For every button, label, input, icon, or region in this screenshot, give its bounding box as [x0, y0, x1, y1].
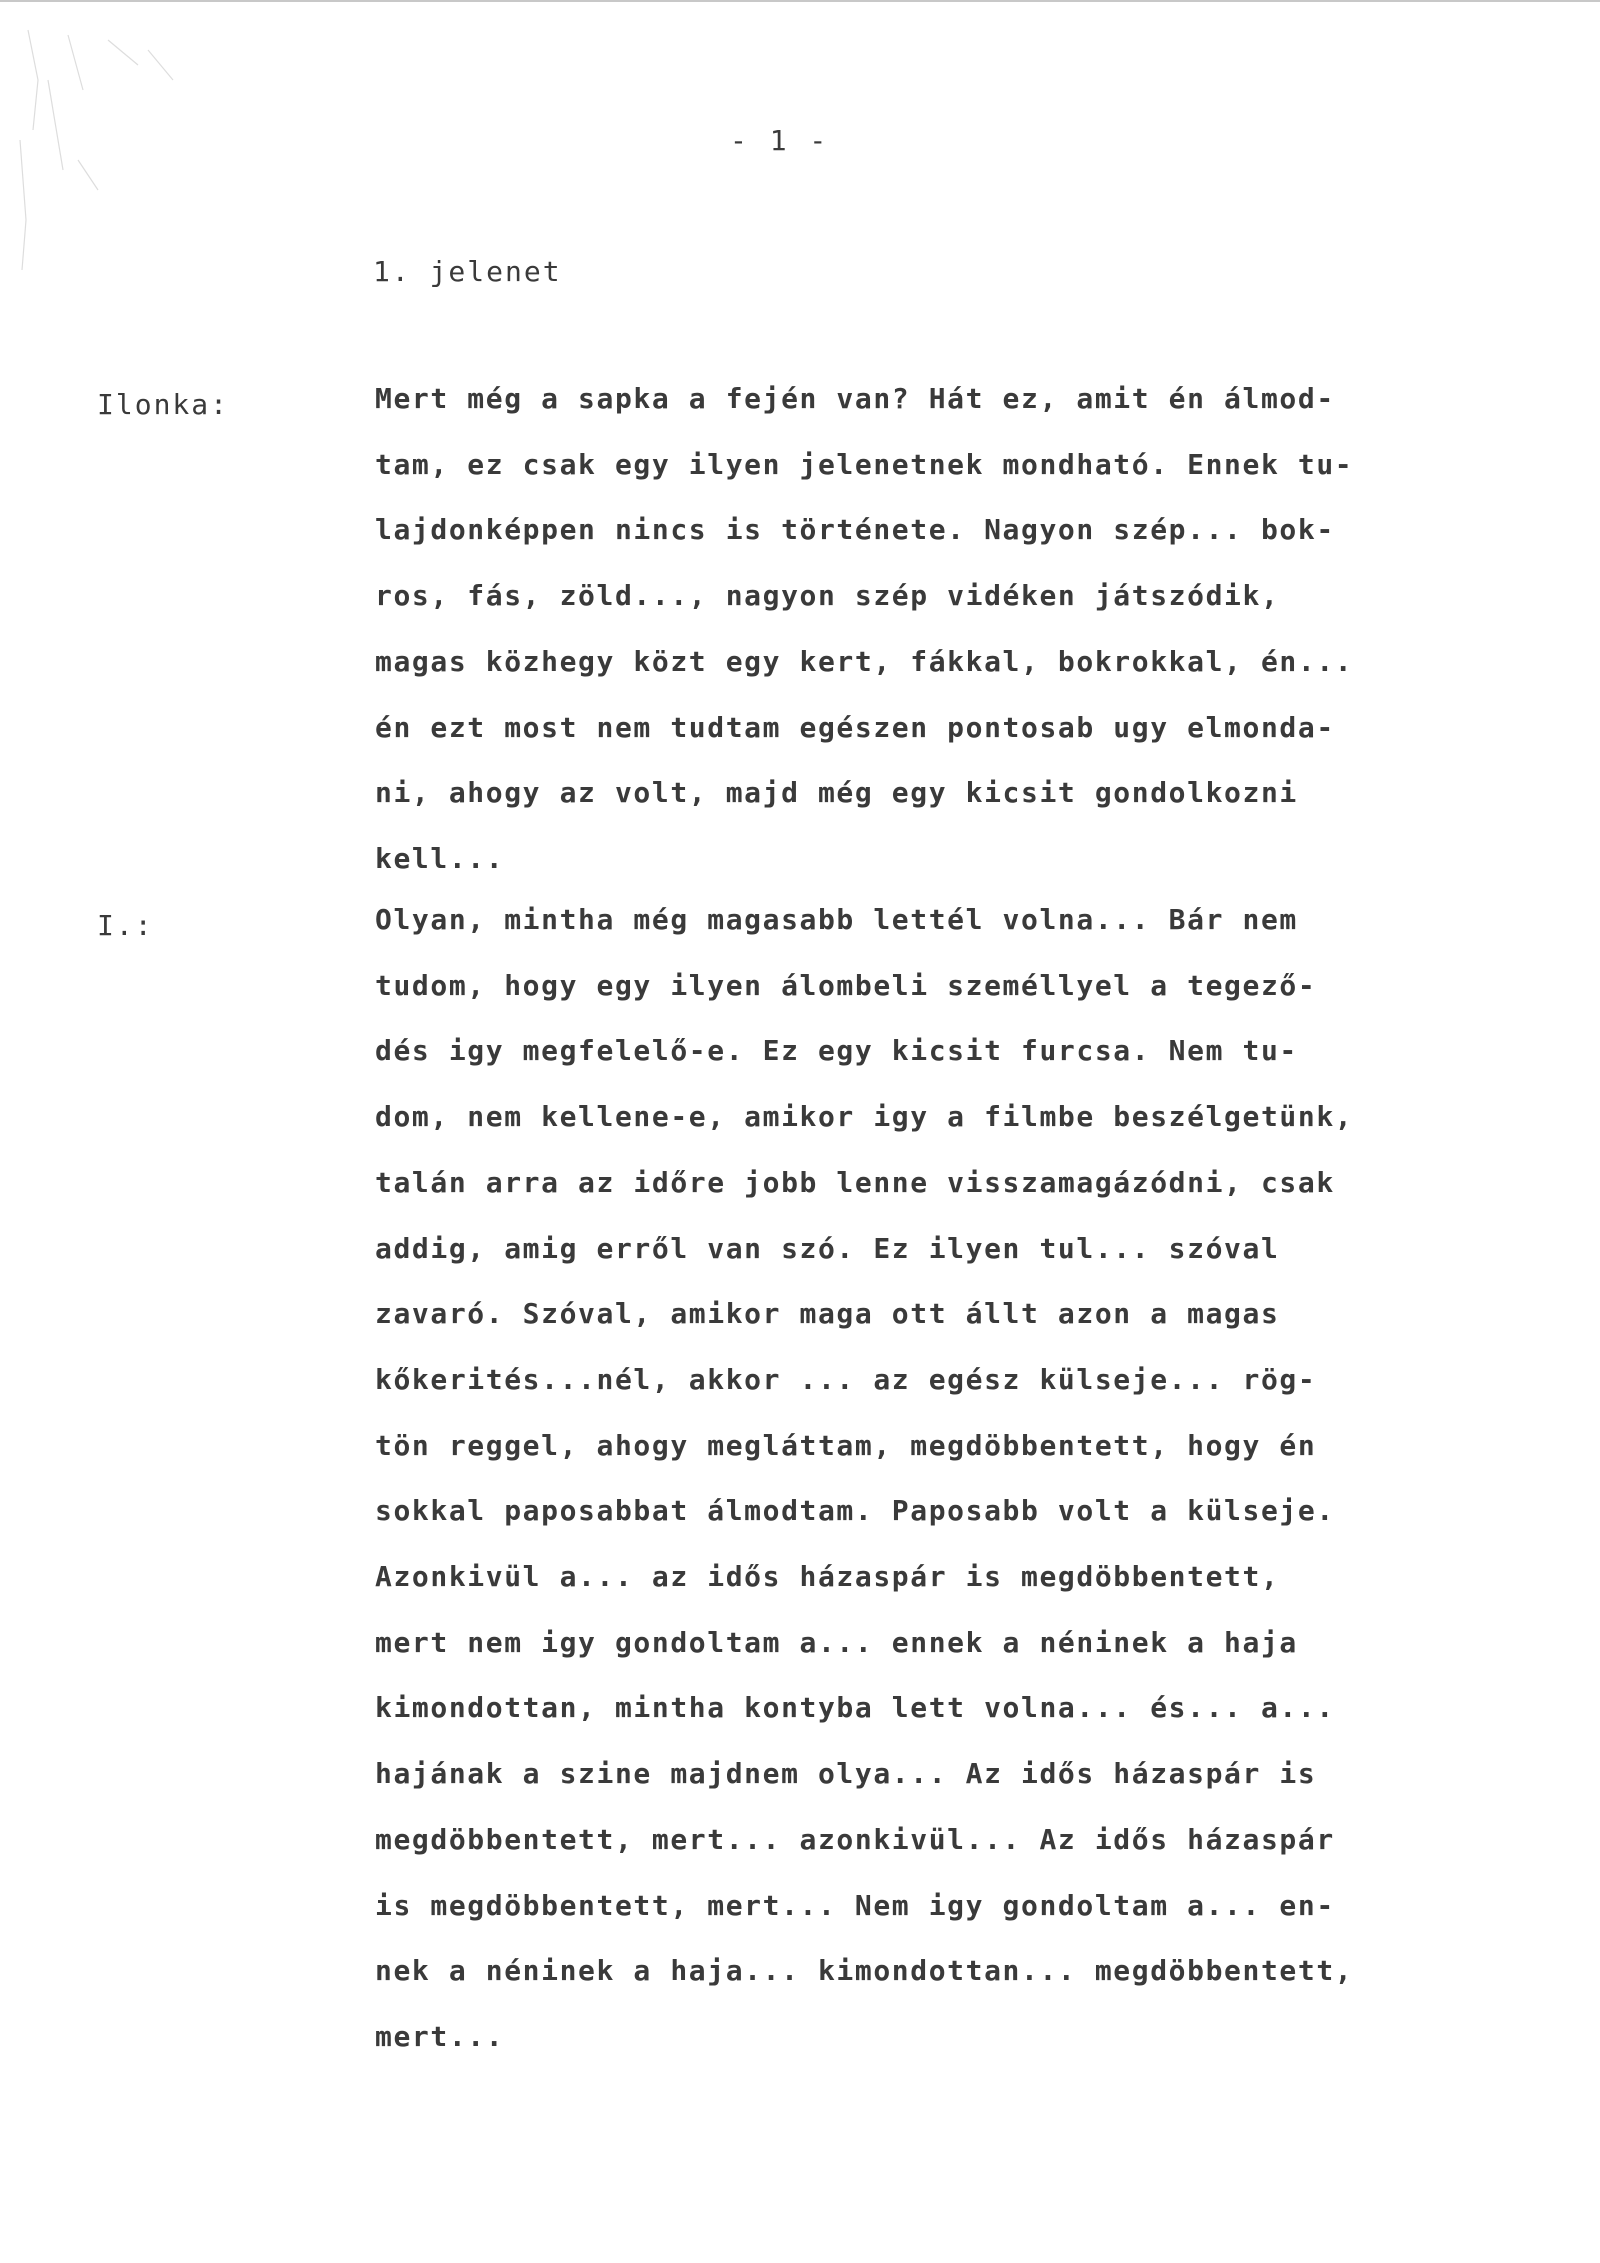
speech-line: Olyan, mintha még magasabb lettél volna... Bár nem	[375, 903, 1298, 936]
speech-line: ni, ahogy az volt, majd még egy kicsit gondolkozni	[375, 776, 1298, 810]
speech-line: dés igy megfelelő-e. Ez egy kicsit furcsa. Nem tu-	[375, 1034, 1298, 1068]
speech-line: magas közhegy közt egy kert, fákkal, bokrokkal, én...	[375, 644, 1354, 678]
scene-heading: 1. jelenet	[373, 255, 562, 288]
speech-line: Mert még a sapka a fején van? Hát ez, amit én álmod-	[375, 382, 1335, 415]
speech-line: tudom, hogy egy ilyen álombeli személlyel a tegező-	[375, 968, 1317, 1002]
speech-line: is megdöbbentett, mert... Nem igy gondoltam a... en-	[375, 1888, 1335, 1922]
speech-line: kőkerités...nél, akkor ... az egész külseje... rög-	[375, 1362, 1317, 1396]
speech-line: addig, amig erről van szó. Ez ilyen tul... szóval	[375, 1231, 1280, 1265]
speech-block	[375, 366, 1455, 892]
page-top-edge	[0, 0, 1600, 2]
speech-line: dom, nem kellene-e, amikor igy a filmbe beszélgetünk,	[375, 1100, 1354, 1134]
speech-line: megdöbbentett, mert... azonkivül... Az idős házaspár	[375, 1822, 1335, 1856]
speech-line: kell...	[375, 841, 505, 875]
speaker-label: I.:	[97, 909, 154, 942]
speech-line: mert...	[375, 2019, 505, 2053]
page-number: - 1 -	[730, 124, 830, 157]
speech-line: ros, fás, zöld..., nagyon szép vidéken játszódik,	[375, 579, 1280, 613]
speech-line: kimondottan, mintha kontyba lett volna... és... a...	[375, 1691, 1335, 1725]
speech-line: tön reggel, ahogy megláttam, megdöbbentett, hogy én	[375, 1428, 1317, 1462]
speech-line: hajának a szine majdnem olya... Az idős házaspár is	[375, 1757, 1317, 1791]
speech-line: Azonkivül a... az idős házaspár is megdöbbentett,	[375, 1560, 1280, 1594]
speech-line: tam, ez csak egy ilyen jelenetnek mondható. Ennek tu-	[375, 447, 1354, 481]
speech-line: én ezt most nem tudtam egészen pontosab ugy elmonda-	[375, 710, 1335, 744]
speech-line: zavaró. Szóval, amikor maga ott állt azon a magas	[375, 1297, 1280, 1331]
speech-line: sokkal paposabbat álmodtam. Paposabb volt a külseje.	[375, 1494, 1335, 1528]
speaker-label: Ilonka:	[97, 388, 230, 421]
speech-line: talán arra az időre jobb lenne visszamagázódni, csak	[375, 1165, 1335, 1199]
speech-line: nek a néninek a haja... kimondottan... megdöbbentett,	[375, 1954, 1354, 1988]
speech-block	[375, 887, 1455, 2070]
speech-line: lajdonképpen nincs is története. Nagyon szép... bok-	[375, 513, 1335, 547]
scan-smudge	[8, 20, 188, 280]
speech-line: mert nem igy gondoltam a... ennek a néninek a haja	[375, 1625, 1298, 1659]
